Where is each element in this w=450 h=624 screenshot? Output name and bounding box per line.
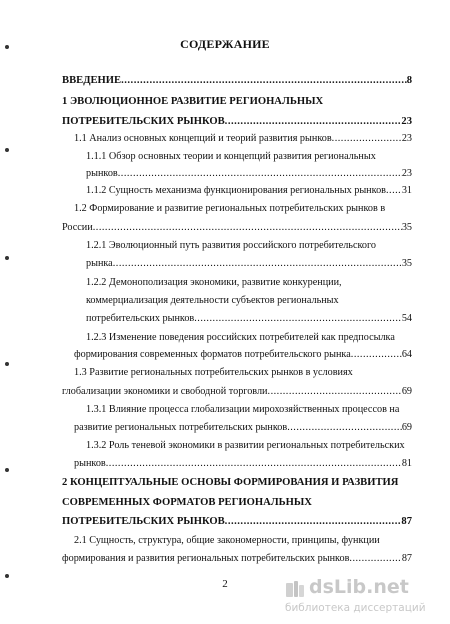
toc-entry[interactable]: [86, 402, 412, 417]
dslib-logo-icon: [285, 580, 305, 600]
toc-entry[interactable]: [86, 438, 412, 453]
toc-entry-text: коммерциализация деятельности субъектов региональных: [86, 295, 339, 306]
toc-entry-page: 69: [401, 386, 412, 397]
toc-entry[interactable]: [74, 131, 412, 146]
toc-entry-page: 35: [401, 222, 412, 233]
toc-entry[interactable]: [62, 514, 412, 529]
toc-entry-text: 1.2.1 Эволюционный путь развития российского потребительского: [86, 240, 377, 251]
toc-entry-text: формирования и развития региональных потребительских рынков: [62, 553, 350, 564]
toc-entry[interactable]: [86, 149, 412, 164]
toc-entry-text: 1 ЭВОЛЮЦИОННОЕ РАЗВИТИЕ РЕГИОНАЛЬНЫХ: [62, 96, 324, 107]
toc-entry-page: 35: [401, 258, 412, 269]
toc-entry-text: развитие региональных потребительских рынков: [74, 422, 288, 433]
toc-entry-page: 87: [401, 516, 412, 527]
toc-entry[interactable]: [62, 551, 412, 566]
toc-entry[interactable]: [86, 330, 412, 345]
toc-entry-text: ВВЕДЕНИЕ: [62, 75, 122, 86]
toc-entry-text: ПОТРЕБИТЕЛЬСКИХ РЫНКОВ: [62, 116, 225, 127]
toc-entry-text: ПОТРЕБИТЕЛЬСКИХ РЫНКОВ: [62, 516, 225, 527]
binding-hole-mark: [5, 574, 9, 578]
toc-entry-text: рынков: [74, 458, 106, 469]
dot-leader: [225, 114, 402, 129]
toc-entry[interactable]: [74, 201, 412, 216]
toc-entry-text: 1.2.2 Демонополизация экономики, развитие конкуренции,: [86, 277, 342, 288]
toc-entry-page: 8: [406, 75, 412, 86]
toc-entry-text: 2.1 Сущность, структура, общие закономерности, принципы, функции: [74, 535, 380, 546]
toc-entry[interactable]: [62, 114, 412, 129]
toc-entry[interactable]: [86, 275, 412, 290]
dot-leader: [287, 420, 402, 435]
dot-leader: [349, 551, 401, 566]
toc-entry-text: формирования современных форматов потребительского рынка: [74, 349, 351, 360]
toc-entry[interactable]: [86, 311, 412, 326]
dot-leader: [351, 347, 402, 362]
toc-entry-text: 1.1.1 Обзор основных теории и концепций развития региональных: [86, 151, 376, 162]
dot-leader: [106, 456, 402, 471]
toc-entry[interactable]: [62, 384, 412, 399]
binding-hole-mark: [5, 256, 9, 260]
toc-entry-text: 1.1.2 Сущность механизма функционирования региональных рынков: [86, 185, 386, 196]
toc-entry[interactable]: [62, 94, 412, 109]
dot-leader: [93, 220, 402, 235]
dot-leader: [118, 166, 402, 181]
toc-entry-page: 23: [401, 116, 412, 127]
toc-entry-page: 64: [401, 349, 412, 360]
toc-entry-page: 87: [401, 553, 412, 564]
toc-entry-text: 1.2.3 Изменение поведения российских потребителей как предпосылка: [86, 332, 395, 343]
binding-hole-mark: [5, 362, 9, 366]
toc-entry-text: 1.2 Формирование и развитие региональных потребительских рынков в: [74, 203, 386, 214]
page-number: 2: [222, 578, 228, 590]
toc-entry-text: рынков: [86, 168, 118, 179]
page-title: СОДЕРЖАНИЕ: [180, 37, 270, 51]
toc-entry-text: 1.3.1 Влияние процесса глобализации мирохозяйственных процессов на: [86, 404, 400, 415]
binding-hole-mark: [5, 148, 9, 152]
toc-entry-text: СОВРЕМЕННЫХ ФОРМАТОВ РЕГИОНАЛЬНЫХ: [62, 497, 312, 508]
toc-entry[interactable]: [86, 256, 412, 271]
toc-entry-page: 81: [401, 458, 412, 469]
toc-entry[interactable]: [62, 73, 412, 88]
dot-leader: [386, 183, 402, 198]
toc-entry-page: 23: [401, 133, 412, 144]
toc-entry[interactable]: [62, 220, 412, 235]
toc-entry[interactable]: [86, 183, 412, 198]
toc-entry-text: 1.3 Развитие региональных потребительских рынков в условиях: [74, 367, 353, 378]
dot-leader: [268, 384, 402, 399]
toc-entry[interactable]: [74, 347, 412, 362]
toc-entry[interactable]: [74, 420, 412, 435]
toc-entry-text: глобализации экономики и свободной торговли: [62, 386, 268, 397]
toc-entry[interactable]: [62, 475, 412, 490]
toc-entry-text: 1.1 Анализ основных концепций и теорий развития рынков: [74, 133, 332, 144]
watermark: [285, 576, 445, 620]
dot-leader: [194, 311, 402, 326]
dot-leader: [225, 514, 402, 529]
toc-entry-text: рынка: [86, 258, 113, 269]
toc-entry-text: России: [62, 222, 93, 233]
dot-leader: [113, 256, 402, 271]
dot-leader: [121, 73, 407, 88]
binding-hole-mark: [5, 45, 9, 49]
toc-entry[interactable]: [86, 166, 412, 181]
watermark-name: dsLib.net: [309, 576, 409, 598]
toc-entry[interactable]: [62, 495, 412, 510]
toc-entry[interactable]: [74, 365, 412, 380]
toc-entry-text: потребительских рынков: [86, 313, 195, 324]
toc-entry-page: 23: [401, 168, 412, 179]
toc-entry[interactable]: [74, 456, 412, 471]
toc-entry-page: 31: [401, 185, 412, 196]
watermark-subtitle: библиотека диссертаций: [285, 602, 426, 614]
toc-entry-page: 54: [401, 313, 412, 324]
toc-entry[interactable]: [86, 238, 412, 253]
toc-entry[interactable]: [86, 293, 412, 308]
toc-entry-page: 69: [401, 422, 412, 433]
binding-hole-mark: [5, 468, 9, 472]
dot-leader: [332, 131, 402, 146]
toc-entry-text: 1.3.2 Роль теневой экономики в развитии региональных потребительских: [86, 440, 405, 451]
toc-entry[interactable]: [74, 533, 412, 548]
toc-entry-text: 2 КОНЦЕПТУАЛЬНЫЕ ОСНОВЫ ФОРМИРОВАНИЯ И РАЗВИТИЯ: [62, 477, 399, 488]
